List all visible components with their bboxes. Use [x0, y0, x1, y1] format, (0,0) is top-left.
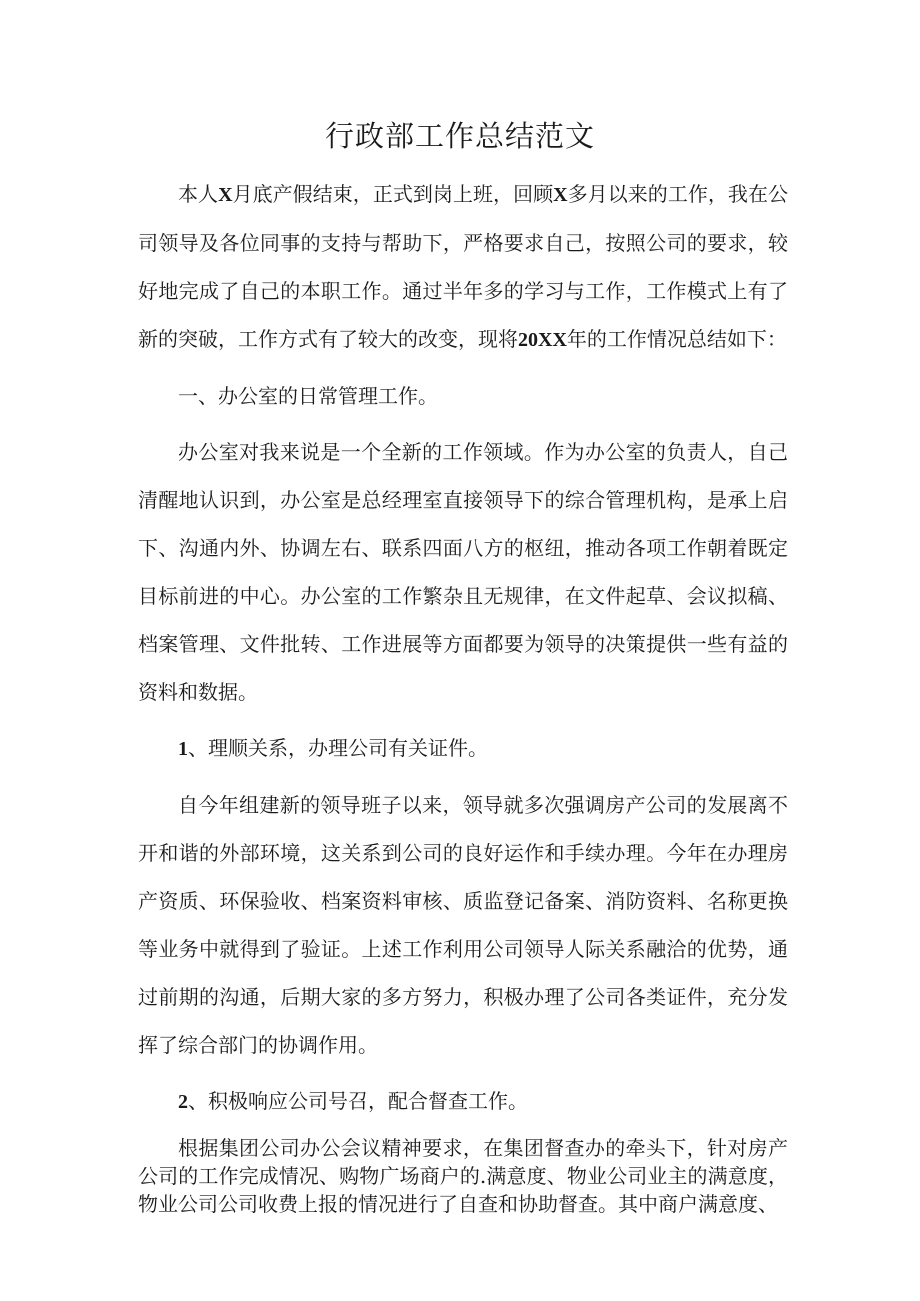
- text-segment-bold: 20XX: [518, 329, 567, 351]
- document-title: 行政部工作总结范文: [324, 119, 595, 153]
- subsection-text: 、积极响应公司号召，配合督查工作。: [188, 1089, 528, 1113]
- section-heading-1: 一、办公室的日常管理工作。: [178, 384, 438, 408]
- subsection-number: 2: [178, 1091, 188, 1113]
- subsection-number: 1: [178, 738, 188, 760]
- text-segment-bold: X: [553, 184, 568, 206]
- text-segment: 多月以来的工作，我在公司领导及各位同事的支持与帮助下，严格要求自己，按照公司的要求，较好地完成了自己的本职工作。通过半年多的学习与工作，工作模式上有了新的突破，工作方式有了较大的改变，现将: [138, 182, 789, 351]
- subsection-heading-2: [138, 1077, 788, 1126]
- intro-paragraph: [138, 170, 788, 364]
- subsection-heading-1: [138, 724, 788, 773]
- office-paragraph: 办公室对我来说是一个全新的工作领域。作为办公室的负责人，自己清醒地认识到，办公室是总经理室直接领导下的综合管理机构，是承上启下、沟通内外、协调左右、联系四面八方的枢纽，推动各项工作朝着既定目标前进的中心。办公室的工作繁杂且无规律，在文件起草、会议拟稿、档案管理、文件批转、工作进展等方面都要为领导的决策提供一些有益的资料和数据。: [138, 440, 788, 704]
- text-segment: 年的工作情况总结如下：: [566, 327, 787, 351]
- relations-paragraph: 自今年组建新的领导班子以来，领导就多次强调房产公司的发展离不开和谐的外部环境，这关系到公司的良好运作和手续办理。今年在办理房产资质、环保验收、档案资料审核、质监登记备案、消防资料、名称更换等业务中就得到了验证。上述工作利用公司领导人际关系融洽的优势，通过前期的沟通，后期大家的多方努力，积极办理了公司各类证件，充分发挥了综合部门的协调作用。: [138, 793, 788, 1057]
- supervision-paragraph: 根据集团公司办公会议精神要求，在集团督查办的牵头下，针对房产公司的工作完成情况、购物广场商户的.满意度、物业公司业主的满意度，物业公司公司收费上报的情况进行了自查和协助督查。其中商户满意度、: [138, 1136, 788, 1216]
- text-segment: 本人: [178, 182, 219, 206]
- text-segment: 月底产假结束，正式到岗上班，回顾: [232, 182, 554, 206]
- document-body: [138, 170, 788, 1226]
- subsection-text: 、理顺关系，办理公司有关证件。: [188, 736, 488, 760]
- text-segment-bold: X: [218, 184, 233, 206]
